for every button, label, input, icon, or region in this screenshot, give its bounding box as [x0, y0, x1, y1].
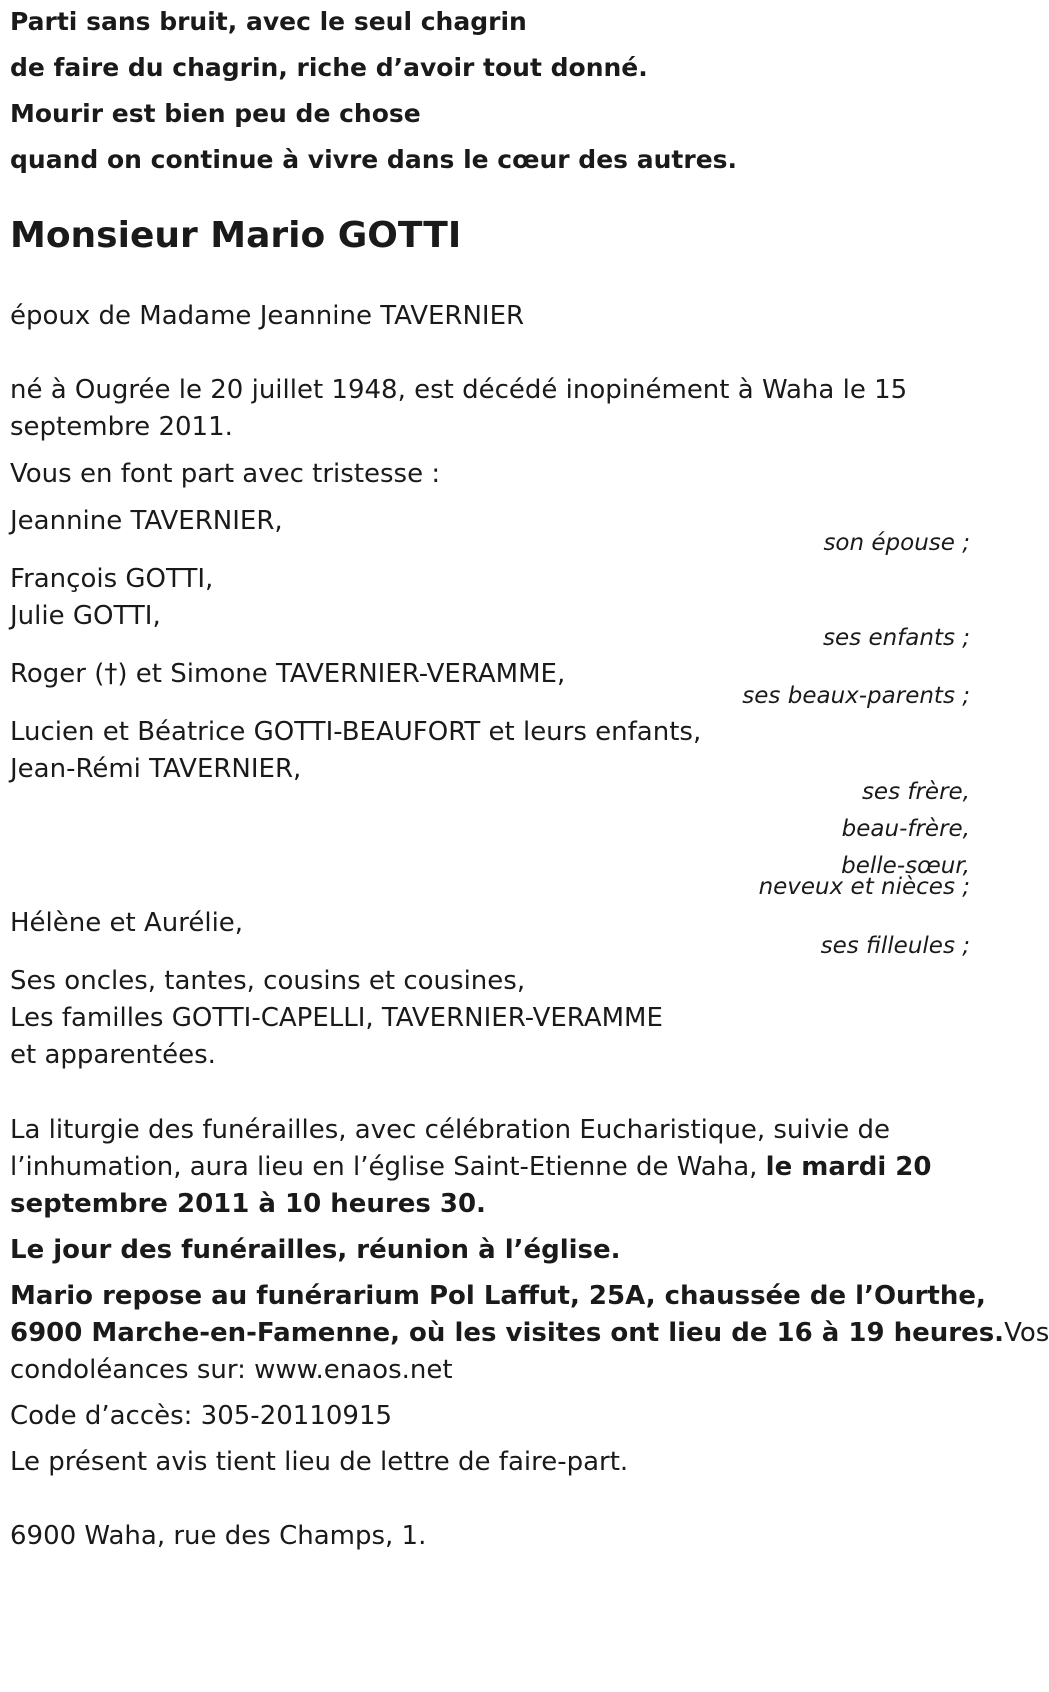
family-name: François GOTTI,	[10, 564, 214, 594]
family-name: Jean-Rémi TAVERNIER,	[10, 754, 302, 784]
family-name: Ses oncles, tantes, cousins et cousines,	[10, 966, 526, 996]
family-role: ses frère,	[861, 779, 970, 805]
poem-line: Mourir est bien peu de chose	[10, 99, 421, 128]
family-name: Jeannine TAVERNIER,	[10, 506, 283, 536]
family-role: ses beaux-parents ;	[742, 683, 970, 709]
birth-death-line: né à Ougrée le 20 juillet 1948, est décédé inopinément à Waha le 15	[10, 375, 908, 405]
condolences-line: condoléances sur: www.enaos.net	[10, 1355, 453, 1385]
family-role: neveux et nièces ;	[758, 874, 970, 900]
liturgy-text: l’inhumation, aura lieu en l’église Saint-Etienne de Waha,	[10, 1152, 766, 1182]
family-role: belle-sœur,	[841, 853, 970, 879]
repose-line: Mario repose au funérarium Pol Laffut, 25A, chaussée de l’Ourthe,	[10, 1281, 986, 1311]
family-name: Lucien et Béatrice GOTTI-BEAUFORT et leurs enfants,	[10, 717, 702, 747]
spouse-line: époux de Madame Jeannine TAVERNIER	[10, 301, 525, 331]
repose-visits: 6900 Marche-en-Famenne, où les visites ont lieu de 16 à 19 heures.	[10, 1318, 1005, 1348]
poem-line: quand on continue à vivre dans le cœur des autres.	[10, 145, 738, 174]
family-role: son épouse ;	[823, 530, 970, 556]
poem-line: Parti sans bruit, avec le seul chagrin	[10, 7, 527, 36]
deceased-name: Monsieur Mario GOTTI	[10, 215, 462, 256]
liturgy-line: La liturgie des funérailles, avec célébration Eucharistique, suivie de	[10, 1115, 891, 1145]
liturgy-line	[10, 1151, 932, 1183]
announce-line: Vous en font part avec tristesse :	[10, 459, 441, 489]
access-code: Code d’accès: 305-20110915	[10, 1401, 393, 1431]
family-role: ses filleules ;	[820, 933, 970, 959]
address-line: 6900 Waha, rue des Champs, 1.	[10, 1521, 427, 1551]
family-name: Julie GOTTI,	[10, 601, 161, 631]
family-name: Les familles GOTTI-CAPELLI, TAVERNIER-VERAMME	[10, 1003, 663, 1033]
poem-line: de faire du chagrin, riche d’avoir tout donné.	[10, 53, 648, 82]
liturgy-date: le mardi 20	[765, 1152, 932, 1182]
birth-death-line: septembre 2011.	[10, 412, 233, 442]
reunion-line: Le jour des funérailles, réunion à l’église.	[10, 1235, 621, 1265]
family-role: ses enfants ;	[823, 625, 970, 651]
notice-line: Le présent avis tient lieu de lettre de faire-part.	[10, 1447, 629, 1477]
family-name: et apparentées.	[10, 1040, 216, 1070]
family-name: Hélène et Aurélie,	[10, 908, 244, 938]
liturgy-date: septembre 2011 à 10 heures 30.	[10, 1189, 486, 1219]
repose-text: Vos	[1004, 1318, 1049, 1348]
family-role: beau-frère,	[841, 816, 970, 842]
family-name: Roger (†) et Simone TAVERNIER-VERAMME,	[10, 659, 566, 689]
repose-line	[10, 1317, 1049, 1349]
